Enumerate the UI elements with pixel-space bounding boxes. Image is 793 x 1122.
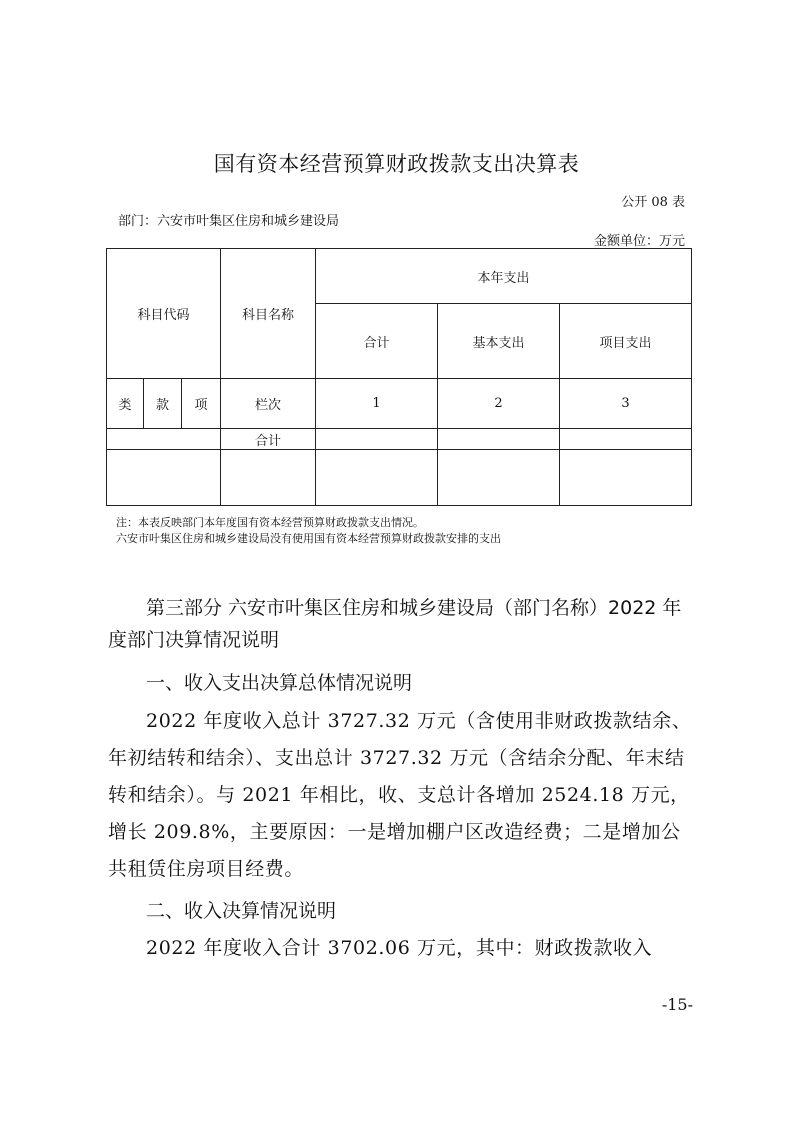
cell-lanci: 栏次 (221, 379, 316, 429)
cell-empty-1 (316, 450, 438, 506)
cell-kuan: 款 (144, 379, 182, 429)
cell-total-1 (316, 429, 438, 450)
header-basic: 基本支出 (438, 304, 560, 379)
table-note: 六安市叶集区住房和城乡建设局没有使用国有资本经营预算财政拨款安排的支出 (116, 532, 501, 545)
table-row-total (107, 429, 692, 450)
cell-empty-2 (438, 450, 560, 506)
header-total: 合计 (316, 304, 438, 379)
department-label: 部门：六安市叶集区住房和城乡建设局 (118, 214, 340, 229)
table-header-row (107, 249, 692, 304)
cell-xiang: 项 (182, 379, 221, 429)
cell-total-2 (438, 429, 560, 450)
header-subject-code: 科目代码 (107, 249, 221, 379)
page-number: -15- (661, 995, 693, 1014)
cell-empty-code (107, 450, 221, 506)
header-project: 项目支出 (560, 304, 692, 379)
table-row-empty (107, 450, 692, 506)
section-paragraph: 2022 年度收入总计 3727.32 万元（含使用非财政拨款结余、年初结转和结余）、支出总计 3727.32 万元（含结余分配、年末结转和结余）。与 2021 年相比，收、支总计各增加 2524.18 万元，增长 209.8%，主要原因：一是增加棚户区改造经费；二是增加公共租赁住房项目经费。 (108, 710, 692, 880)
header-current-year: 本年支出 (316, 249, 692, 304)
form-number: 公开 08 表 (621, 195, 685, 210)
section-paragraph: 2022 年度收入合计 3702.06 万元，其中：财政拨款收入 (146, 937, 653, 959)
expenditure-table (106, 248, 692, 506)
cell-empty-3 (560, 450, 692, 506)
amount-unit: 金额单位：万元 (593, 234, 685, 249)
cell-empty-name (221, 450, 316, 506)
cell-col1: 1 (316, 379, 438, 429)
table-note: 注：本表反映部门本年度国有资本经营预算财政拨款支出情况。 (116, 516, 424, 529)
header-subject-name: 科目名称 (221, 249, 316, 379)
cell-total-3 (560, 429, 692, 450)
cell-col2: 2 (438, 379, 560, 429)
cell-total-code (107, 429, 221, 450)
section-heading: 二、收入决算情况说明 (146, 900, 337, 922)
section-heading: 一、收入支出决算总体情况说明 (146, 672, 413, 694)
cell-lei: 类 (107, 379, 144, 429)
cell-total-label: 合计 (221, 429, 316, 450)
part-heading: 第三部分 六安市叶集区住房和城乡建设局（部门名称）2022 年度部门决算情况说明 (108, 597, 682, 651)
cell-col3: 3 (560, 379, 692, 429)
table-title: 国有资本经营预算财政拨款支出决算表 (213, 152, 580, 176)
table-row-index (107, 379, 692, 429)
